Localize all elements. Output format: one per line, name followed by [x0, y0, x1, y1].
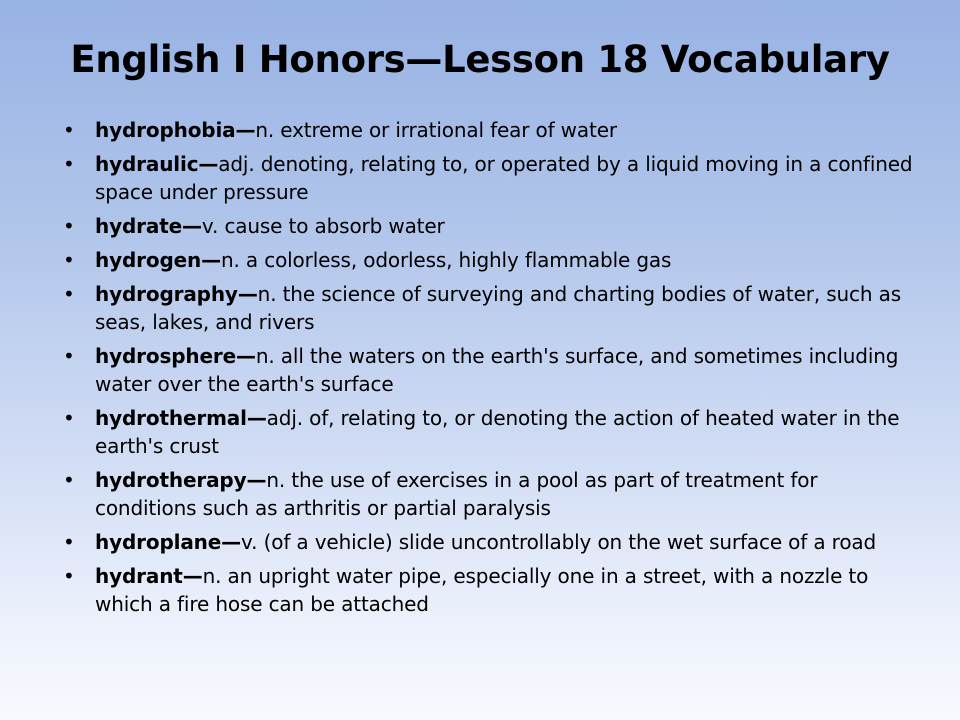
vocab-term: hydrosphere—: [95, 344, 256, 368]
list-item: [63, 116, 913, 144]
vocab-definition: adj. of, relating to, or denoting the action of heated water in the earth's crust: [95, 406, 900, 458]
vocab-term: hydrophobia—: [95, 118, 256, 142]
bullet-icon: •: [63, 564, 75, 588]
list-item: [63, 404, 913, 460]
vocab-definition: n. all the waters on the earth's surface, and sometimes including water over the earth's surface: [95, 344, 899, 396]
vocab-term: hydrothermal—: [95, 406, 267, 430]
bullet-icon: •: [63, 118, 75, 142]
list-item: [63, 212, 913, 240]
bullet-icon: •: [63, 344, 75, 368]
vocab-definition: n. extreme or irrational fear of water: [255, 118, 617, 142]
vocab-definition: n. the science of surveying and charting bodies of water, such as seas, lakes, and rivers: [95, 282, 901, 334]
vocab-term: hydrotherapy—: [95, 468, 267, 492]
vocab-term: hydrant—: [95, 564, 203, 588]
bullet-icon: •: [63, 214, 75, 238]
vocab-definition: n. an upright water pipe, especially one in a street, with a nozzle to which a fire hose can be attached: [95, 564, 869, 616]
vocab-definition: v. cause to absorb water: [201, 214, 445, 238]
vocab-term: hydraulic—: [95, 152, 219, 176]
bullet-icon: •: [63, 406, 75, 430]
list-item: [63, 342, 913, 398]
vocab-term: hydrate—: [95, 214, 202, 238]
bullet-icon: •: [63, 282, 75, 306]
bullet-icon: •: [63, 468, 75, 492]
list-item: [63, 246, 913, 274]
vocab-definition: n. the use of exercises in a pool as part of treatment for conditions such as arthritis or partial paralysis: [95, 468, 818, 520]
list-item: [63, 466, 913, 522]
vocab-term: hydrogen—: [95, 248, 221, 272]
list-item: [63, 150, 913, 206]
bullet-icon: •: [63, 152, 75, 176]
list-item: [63, 528, 913, 556]
slide-title: English I Honors—Lesson 18 Vocabulary: [70, 38, 890, 81]
vocab-term: hydroplane—: [95, 530, 242, 554]
vocab-definition: adj. denoting, relating to, or operated by a liquid moving in a confined space under pressure: [95, 152, 913, 204]
vocabulary-list: [63, 116, 913, 624]
bullet-icon: •: [63, 530, 75, 554]
list-item: [63, 562, 913, 618]
bullet-icon: •: [63, 248, 75, 272]
list-item: [63, 280, 913, 336]
vocab-term: hydrography—: [95, 282, 258, 306]
vocab-definition: n. a colorless, odorless, highly flammable gas: [220, 248, 672, 272]
vocab-definition: v. (of a vehicle) slide uncontrollably on the wet surface of a road: [241, 530, 877, 554]
